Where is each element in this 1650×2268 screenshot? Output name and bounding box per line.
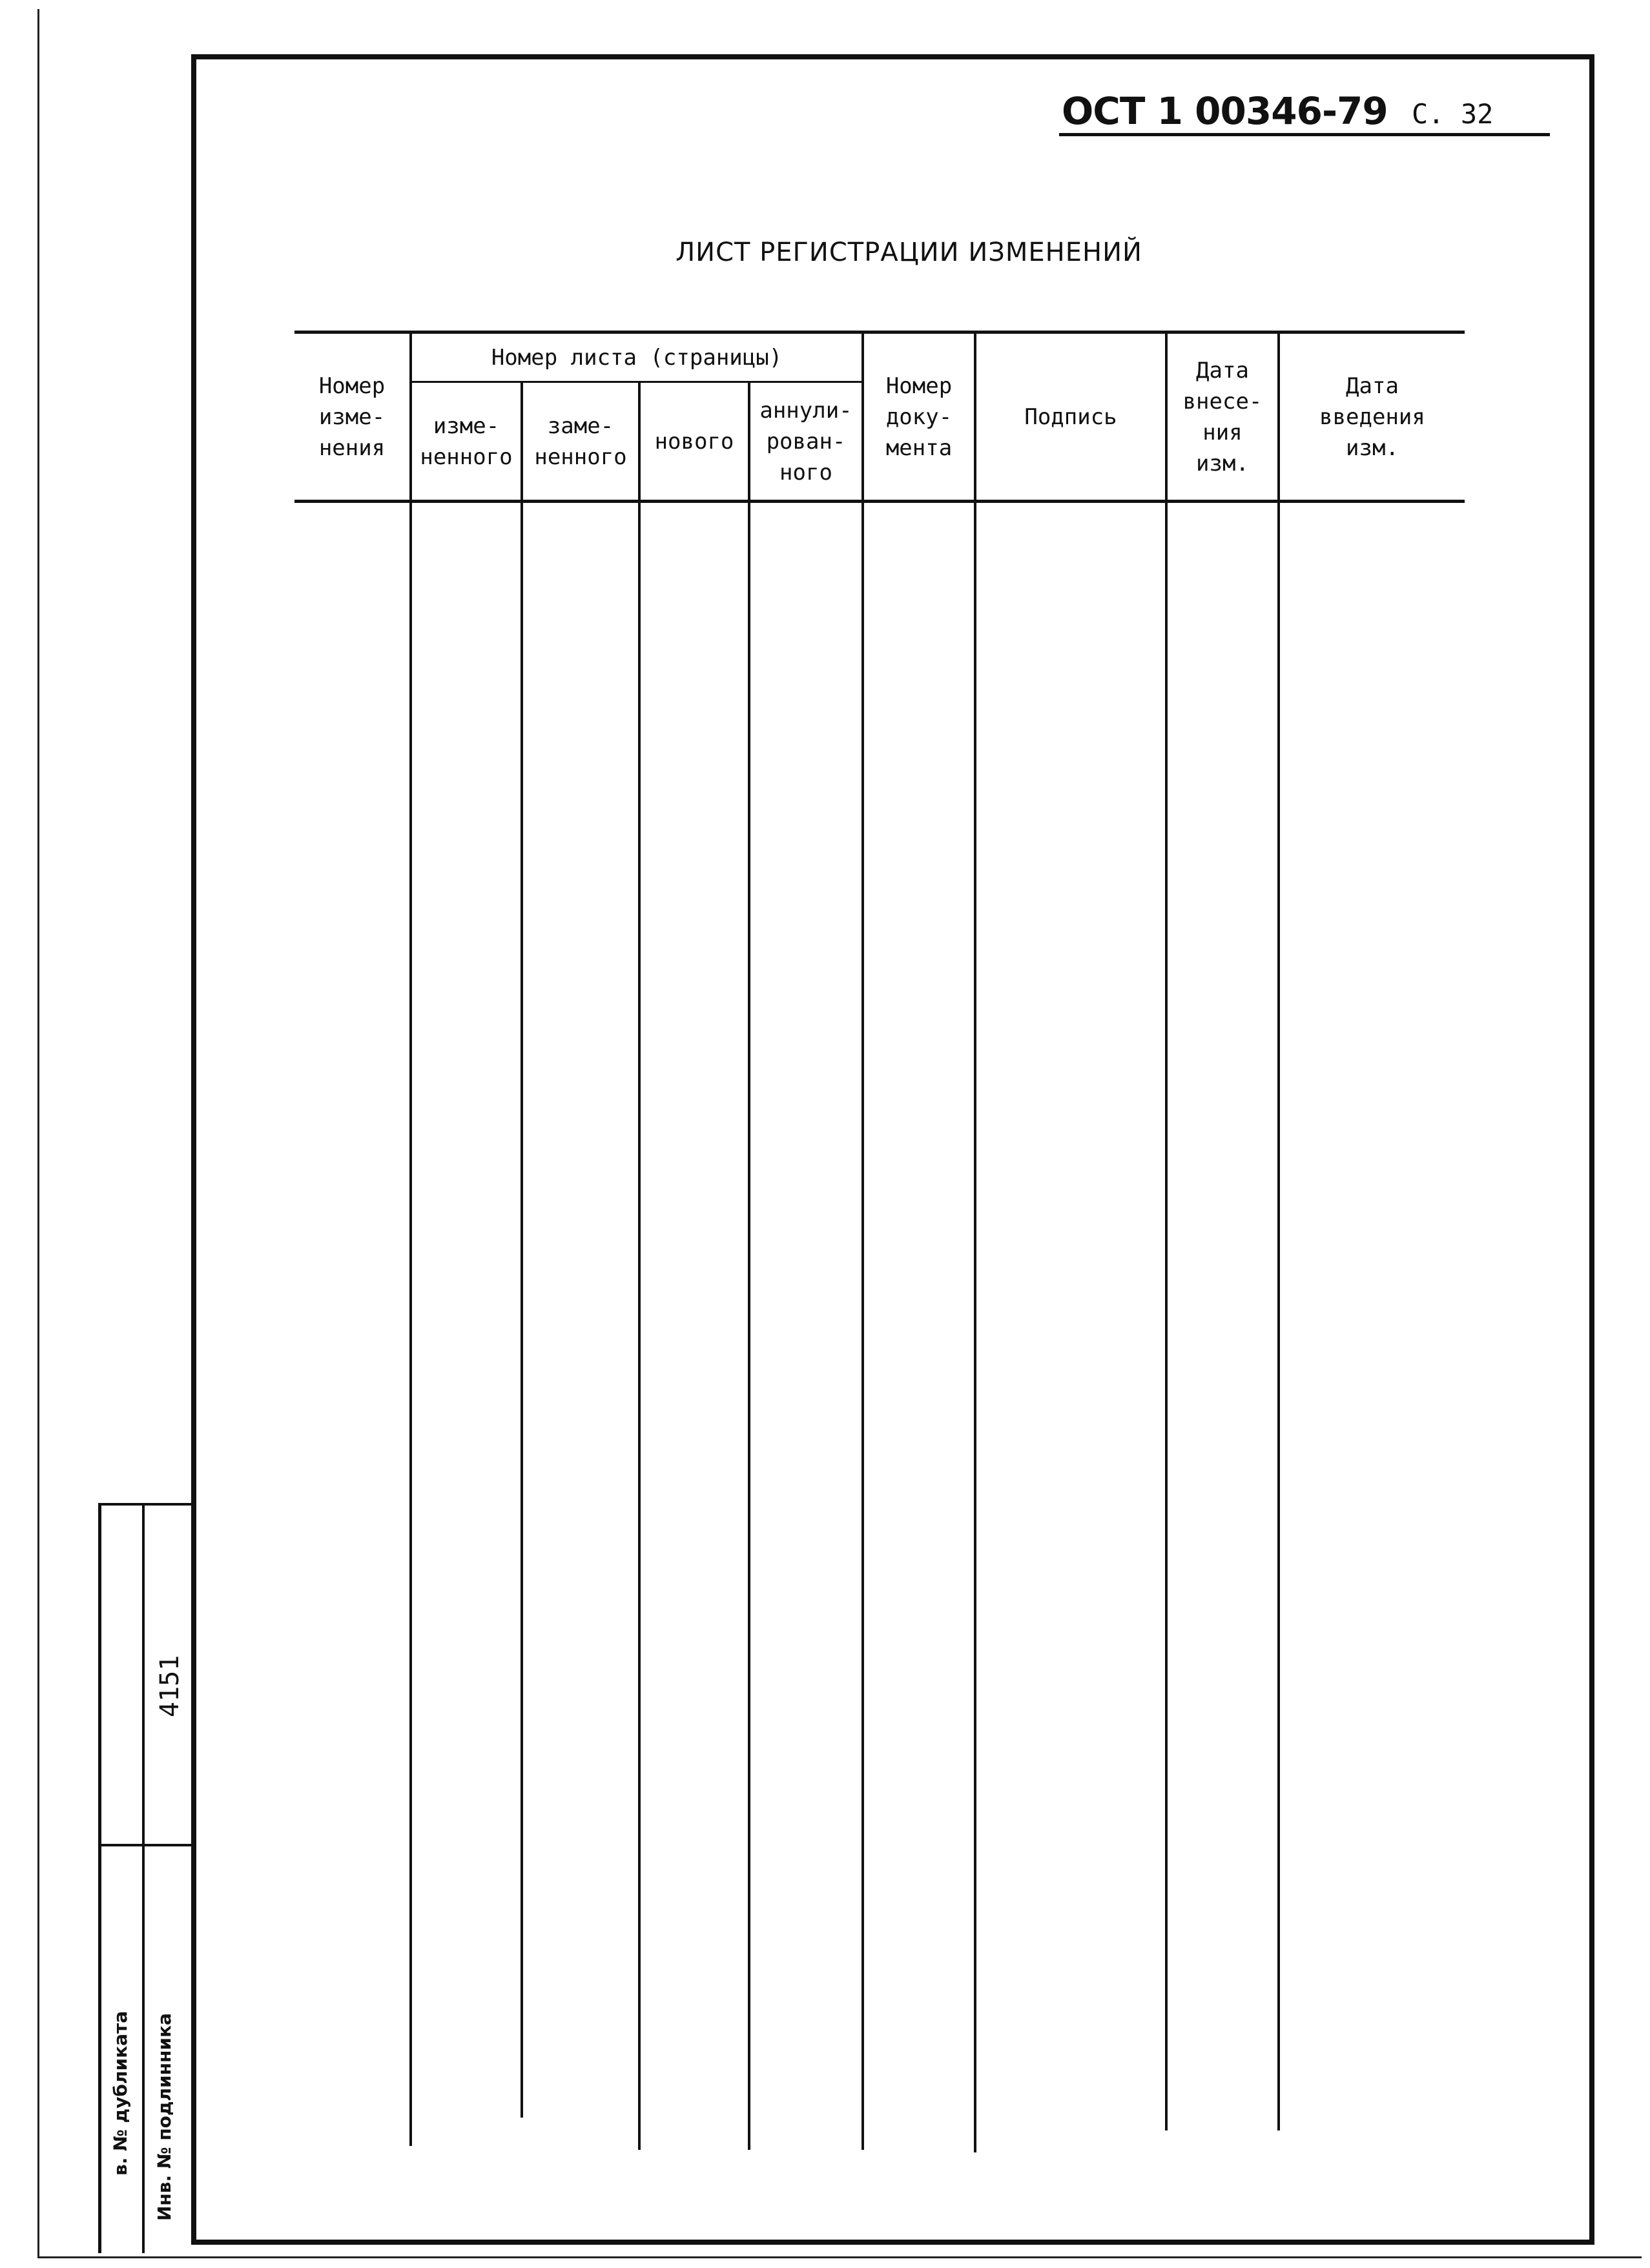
column-rule (1277, 332, 1280, 2130)
page-number: С. 32 (1412, 98, 1494, 130)
header-signature: Подпись (1024, 404, 1117, 430)
table-top-rule (294, 331, 1465, 334)
column-rule (974, 332, 976, 2152)
column-rule (861, 332, 864, 2150)
sheet-title: ЛИСТ РЕГИСТРАЦИИ ИЗМЕНЕНИЙ (675, 238, 1142, 267)
header-underline (1059, 133, 1550, 136)
stamp-top-rule (98, 1503, 192, 1506)
duplicate-inventory-label: в. № дубликата (110, 2010, 131, 2176)
header-replaced: заме- ненного (534, 413, 627, 470)
column-rule (521, 381, 523, 2118)
column-rule (1165, 332, 1168, 2130)
header-document-number: Номер доку- мента (885, 373, 953, 461)
header-sheet-number-group: Номер листа (страницы) (491, 345, 783, 371)
document-code: ОСТ 1 00346-79 (1062, 89, 1388, 133)
header-change-number: Номер изме- нения (318, 373, 386, 461)
stamp-middle-rule (142, 1504, 145, 2253)
header-changed: изме- ненного (420, 413, 513, 470)
stamp-divider-rule (98, 1844, 192, 1846)
column-rule (748, 381, 750, 2150)
stamp-left-rule (98, 1504, 101, 2253)
table-header-bottom-rule (294, 500, 1465, 503)
group-header-rule (411, 381, 861, 383)
header-entry-date: Дата внесе- ния изм. (1182, 358, 1263, 476)
header-cancelled: аннули- рован- ного (759, 398, 852, 485)
header-effective-date: Дата введения изм. (1319, 373, 1425, 461)
column-rule (638, 381, 641, 2150)
column-rule (409, 332, 412, 2146)
original-inventory-label: Инв. № подлинника (154, 2013, 175, 2221)
original-inventory-number: 4151 (155, 1655, 185, 1717)
header-new: нового (654, 429, 734, 455)
